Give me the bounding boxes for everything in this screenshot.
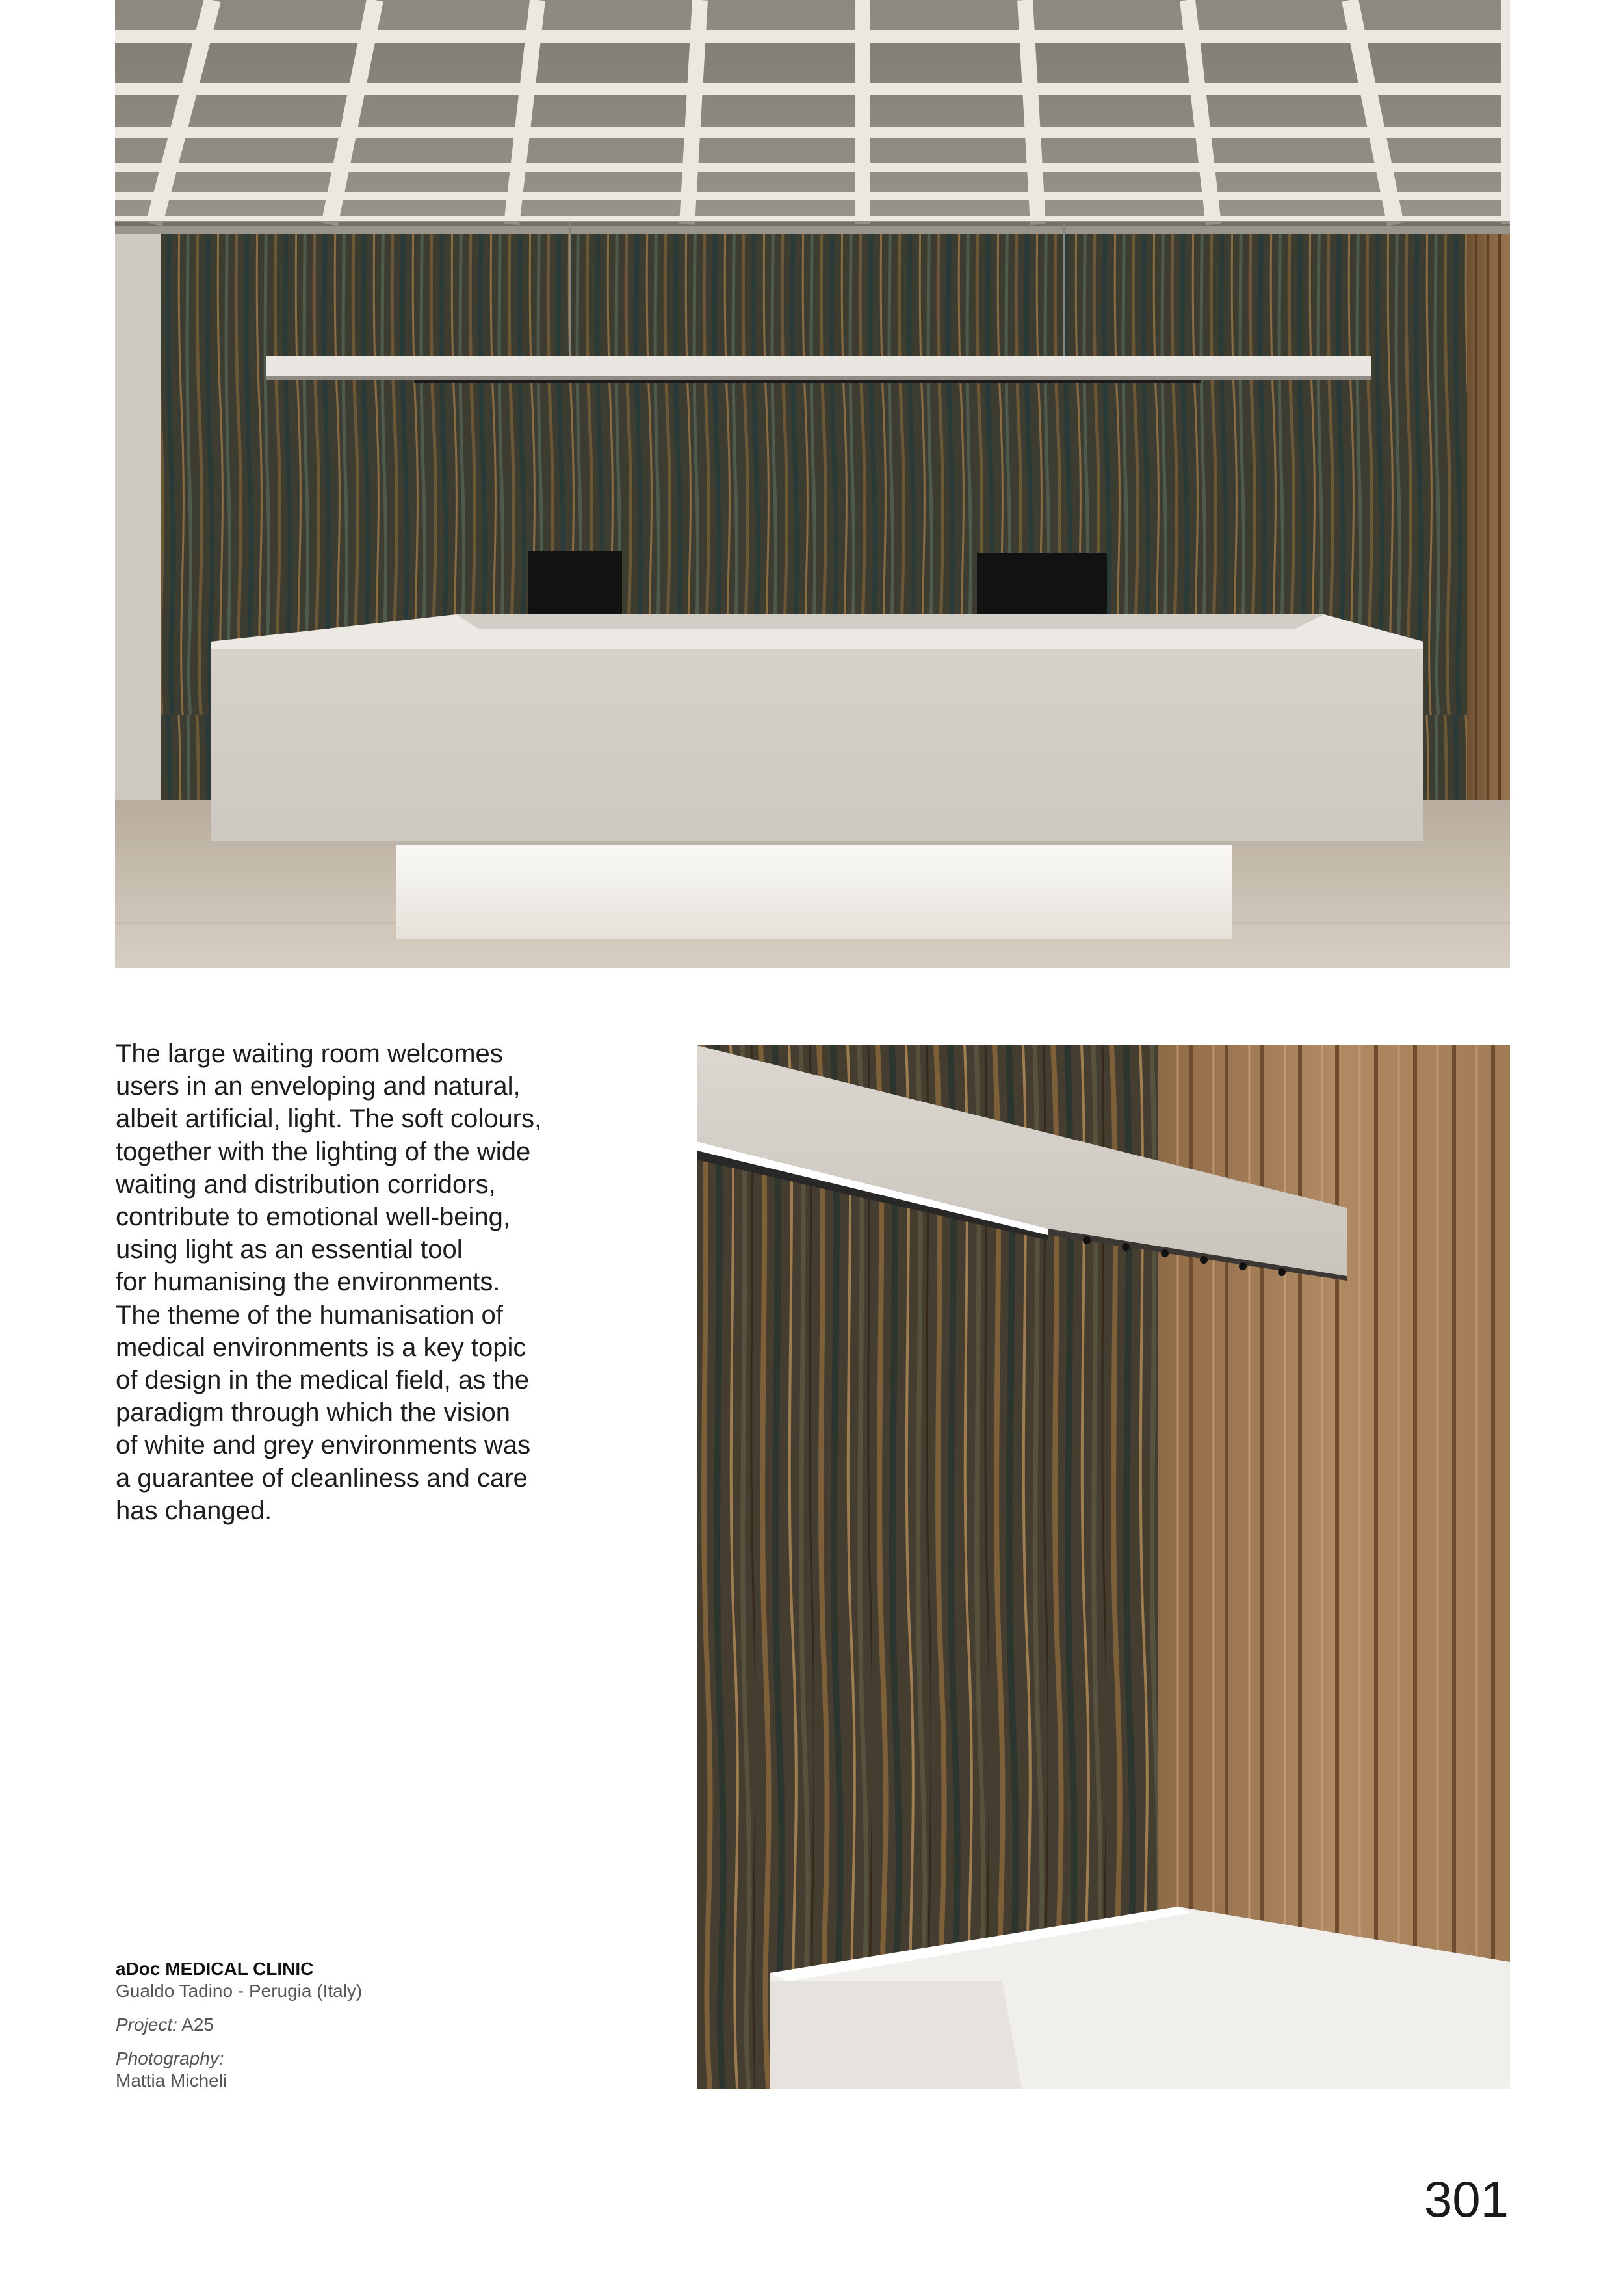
photography-value: Mattia Micheli	[116, 2070, 227, 2091]
photography-label: Photography:	[116, 2048, 224, 2068]
project-credits	[116, 1958, 610, 2092]
body-text: The large waiting room welcomes users in an enveloping and natural, albeit artificial, light. The soft colours, together with the lighting of the wide waiting and distribution corridors, contribute to emotional well-being, using light as an essential tool for humanising the environments. The theme of the humanisation of medical environments is a key topic of design in the medical field, as the paradigm through which the vision of white and grey environments was a guarantee of cleanliness and care has changed.	[116, 1039, 542, 1525]
onyx-wall-photo	[697, 1045, 1510, 2089]
page-number: 301	[1423, 2171, 1509, 2228]
reception-desk-photo	[115, 0, 1510, 968]
project-value: A25	[181, 2015, 214, 2035]
project-row	[116, 2014, 610, 2036]
project-label: Project:	[116, 2015, 177, 2035]
project-name: aDoc MEDICAL CLINIC	[116, 1959, 314, 1979]
project-location: Gualdo Tadino - Perugia (Italy)	[116, 1981, 363, 2001]
photography-row	[116, 2048, 610, 2092]
